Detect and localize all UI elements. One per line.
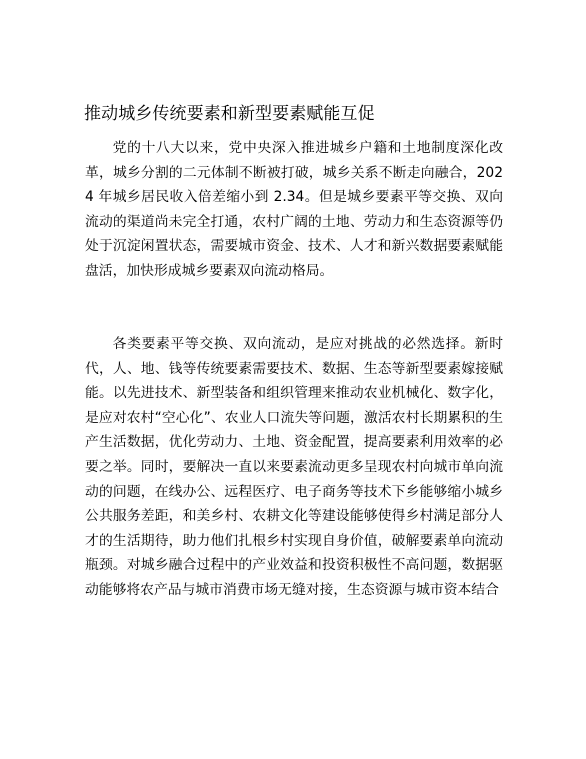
paragraph-2: 各类要素平等交换、双向流动，是应对挑战的必然选择。新时代，人、地、钱等传统要素需要技术、数据、生态等新型要素嫁接赋能。以先进技术、新型装备和组织管理来推动农业机械化、数字化，是应对农村“空心化”、农业人口流失等问题，激活农村长期累积的生产生活数据，优化劳动力、土地、资金配置，提高要素利用效率的必要之举。同时，要解决一直以来要素流动更多呈现农村向城市单向流动的问题，在线办公、远程医疗、电子商务等技术下乡能够缩小城乡公共服务差距，和美乡村、农耕文化等建设能够使得乡村满足部分人才的生活期待，助力他们扎根乡村实现自身价值，破解要素单向流动瓶颈。对城乡融合过程中的产业效益和投资积极性不高问题，数据驱动能够将农产品与城市消费市场无缝对接，生态资源与城市资本结合 [85,336,503,598]
document-title: 推动城乡传统要素和新型要素赋能互促 [84,104,375,124]
paragraph-1: 党的十八大以来，党中央深入推进城乡户籍和土地制度深化改革，城乡分割的二元体制不断被打破，城乡关系不断走向融合，2024 年城乡居民收入倍差缩小到 2.34。但是城乡要素平等交换、双向流动的渠道尚未完全打通，农村广阔的土地、劳动力和生态资源等仍处于沉淀闲置状态，需要城市资金、技术、人才和新兴数据要素赋能盘活，加快形成城乡要素双向流动格局。 [85,140,503,279]
